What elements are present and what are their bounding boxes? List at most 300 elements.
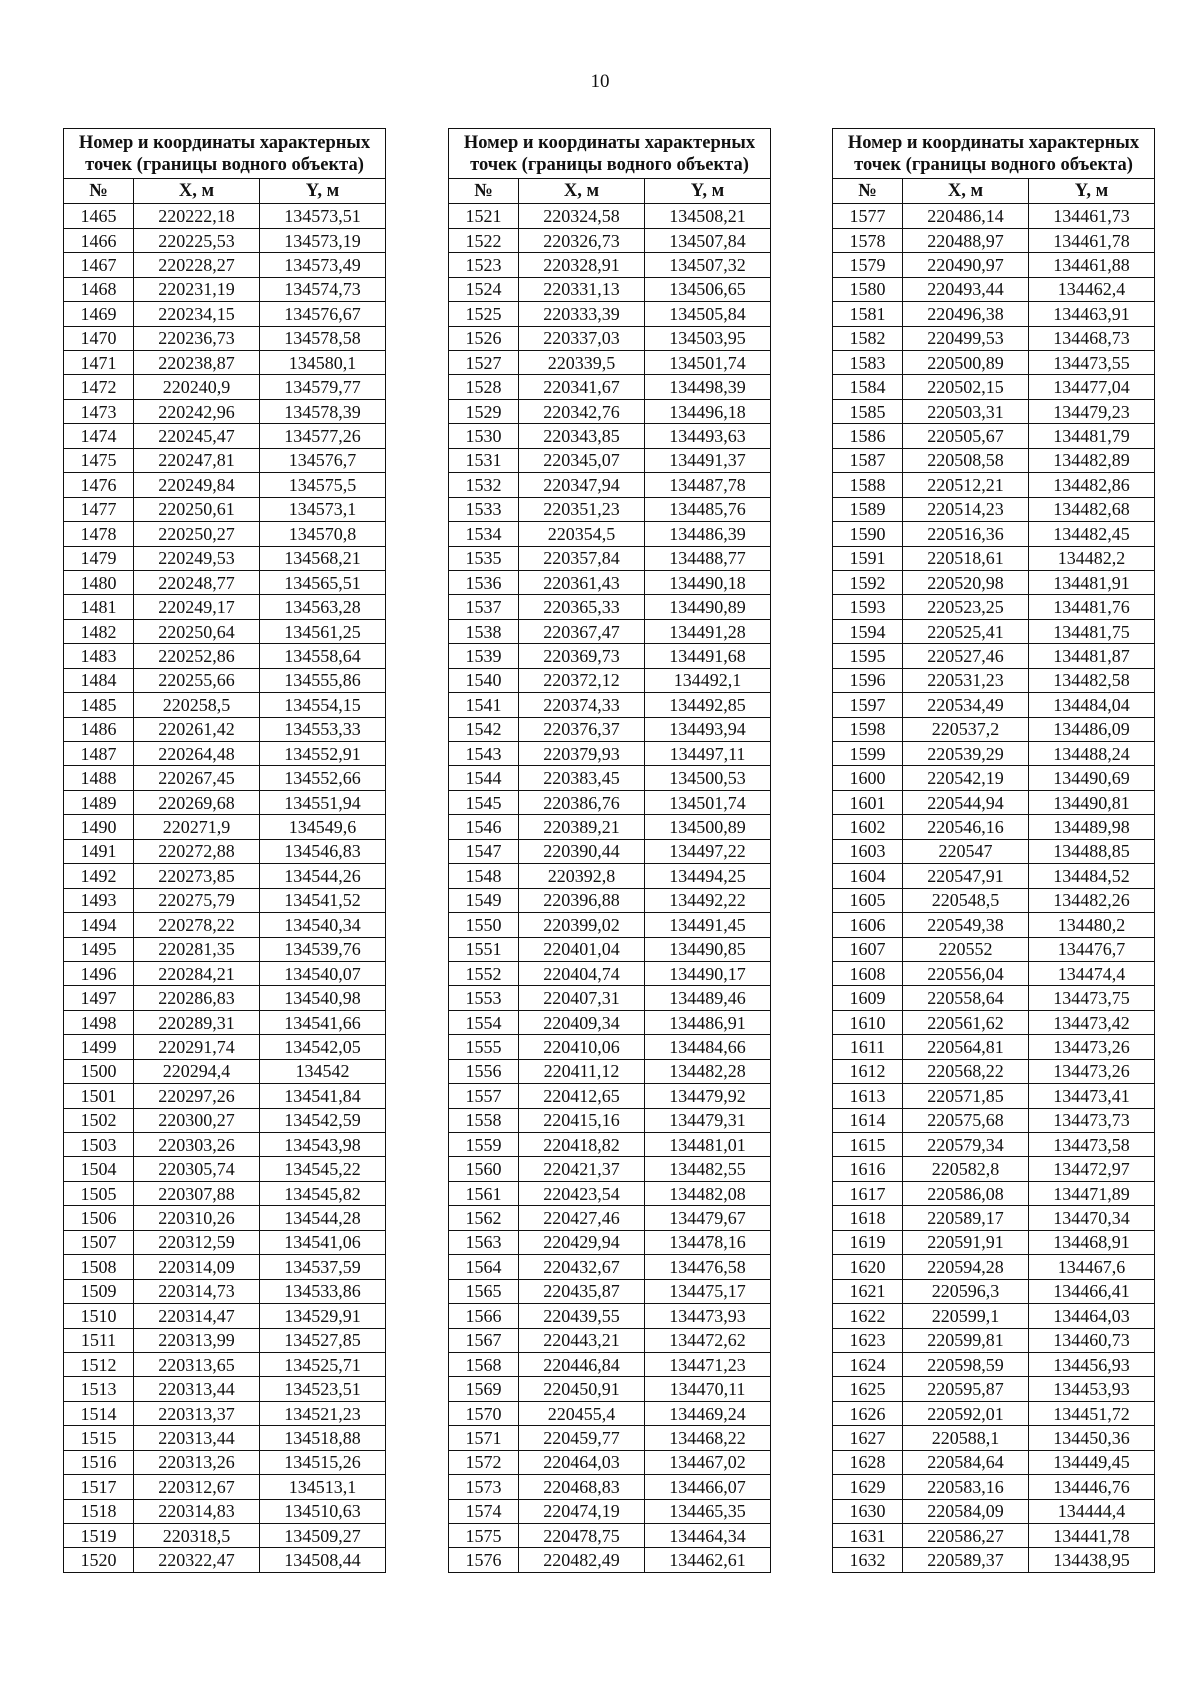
table-row	[449, 399, 771, 423]
point-number-cell: 1545	[449, 790, 519, 814]
table-row	[833, 766, 1155, 790]
point-number-cell: 1518	[64, 1499, 134, 1523]
point-number-cell: 1615	[833, 1133, 903, 1157]
y-coordinate-cell: 134490,85	[645, 937, 771, 961]
table-row	[449, 375, 771, 399]
x-coordinate-cell: 220410,06	[519, 1035, 645, 1059]
x-coordinate-cell: 220307,88	[134, 1181, 260, 1205]
x-coordinate-cell: 220297,26	[134, 1084, 260, 1108]
y-coordinate-cell: 134489,46	[645, 986, 771, 1010]
point-number-cell: 1562	[449, 1206, 519, 1230]
table-row	[64, 742, 386, 766]
table-row	[449, 644, 771, 668]
x-coordinate-cell: 220314,09	[134, 1255, 260, 1279]
x-coordinate-cell: 220313,44	[134, 1426, 260, 1450]
x-coordinate-cell: 220281,35	[134, 937, 260, 961]
y-coordinate-cell: 134480,2	[1029, 913, 1155, 937]
point-number-cell: 1484	[64, 668, 134, 692]
table-row	[449, 570, 771, 594]
x-coordinate-cell: 220583,16	[903, 1475, 1029, 1499]
y-coordinate-cell: 134479,31	[645, 1108, 771, 1132]
y-coordinate-cell: 134450,36	[1029, 1426, 1155, 1450]
y-coordinate-cell: 134451,72	[1029, 1401, 1155, 1425]
table-row	[833, 644, 1155, 668]
x-coordinate-cell: 220390,44	[519, 839, 645, 863]
point-number-cell: 1500	[64, 1059, 134, 1083]
point-number-cell: 1527	[449, 351, 519, 375]
x-coordinate-cell: 220234,15	[134, 302, 260, 326]
x-coordinate-cell: 220322,47	[134, 1548, 260, 1572]
point-number-cell: 1541	[449, 693, 519, 717]
table-row	[64, 326, 386, 350]
point-number-cell: 1506	[64, 1206, 134, 1230]
point-number-cell: 1576	[449, 1548, 519, 1572]
table-row	[64, 497, 386, 521]
point-number-cell: 1570	[449, 1401, 519, 1425]
table-row	[833, 815, 1155, 839]
y-coordinate-cell: 134568,21	[260, 546, 386, 570]
point-number-cell: 1602	[833, 815, 903, 839]
x-coordinate-cell: 220242,96	[134, 399, 260, 423]
y-coordinate-cell: 134441,78	[1029, 1524, 1155, 1548]
x-coordinate-cell: 220240,9	[134, 375, 260, 399]
y-coordinate-cell: 134513,1	[260, 1475, 386, 1499]
x-coordinate-cell: 220589,37	[903, 1548, 1029, 1572]
point-number-cell: 1614	[833, 1108, 903, 1132]
table-row	[449, 839, 771, 863]
y-coordinate-cell: 134481,75	[1029, 619, 1155, 643]
table-row	[449, 1181, 771, 1205]
point-number-cell: 1574	[449, 1499, 519, 1523]
x-coordinate-cell: 220225,53	[134, 228, 260, 252]
y-coordinate-cell: 134473,73	[1029, 1108, 1155, 1132]
y-coordinate-cell: 134509,27	[260, 1524, 386, 1548]
point-number-cell: 1609	[833, 986, 903, 1010]
x-coordinate-cell: 220389,21	[519, 815, 645, 839]
table-row	[833, 1328, 1155, 1352]
table-row	[64, 302, 386, 326]
x-coordinate-cell: 220548,5	[903, 888, 1029, 912]
table-row	[833, 448, 1155, 472]
point-number-cell: 1595	[833, 644, 903, 668]
y-coordinate-cell: 134479,67	[645, 1206, 771, 1230]
table-row	[449, 815, 771, 839]
x-coordinate-cell: 220592,01	[903, 1401, 1029, 1425]
point-number-cell: 1469	[64, 302, 134, 326]
table-row	[64, 668, 386, 692]
x-coordinate-cell: 220542,19	[903, 766, 1029, 790]
table-row	[449, 448, 771, 472]
table-row	[449, 424, 771, 448]
point-number-cell: 1568	[449, 1352, 519, 1376]
point-number-cell: 1581	[833, 302, 903, 326]
y-coordinate-cell: 134543,98	[260, 1133, 386, 1157]
point-number-cell: 1551	[449, 937, 519, 961]
point-number-cell: 1475	[64, 448, 134, 472]
point-number-cell: 1497	[64, 986, 134, 1010]
x-coordinate-cell: 220586,08	[903, 1181, 1029, 1205]
point-number-cell: 1466	[64, 228, 134, 252]
x-coordinate-cell: 220579,34	[903, 1133, 1029, 1157]
point-number-cell: 1547	[449, 839, 519, 863]
table-row	[64, 937, 386, 961]
table-title: Номер и координаты характерных точек (границы водного объекта)	[449, 129, 771, 179]
point-number-cell: 1573	[449, 1475, 519, 1499]
x-coordinate-cell: 220291,74	[134, 1035, 260, 1059]
table-row	[64, 1059, 386, 1083]
point-number-cell: 1539	[449, 644, 519, 668]
table-row	[64, 961, 386, 985]
table-body	[449, 204, 771, 1573]
x-coordinate-cell: 220249,53	[134, 546, 260, 570]
x-coordinate-cell: 220582,8	[903, 1157, 1029, 1181]
table-row	[449, 1010, 771, 1034]
y-coordinate-cell: 134465,35	[645, 1499, 771, 1523]
x-coordinate-cell: 220248,77	[134, 570, 260, 594]
y-coordinate-cell: 134537,59	[260, 1255, 386, 1279]
table-row	[64, 595, 386, 619]
coordinates-table-3	[832, 128, 1155, 1573]
point-number-cell: 1559	[449, 1133, 519, 1157]
point-number-cell: 1566	[449, 1304, 519, 1328]
x-coordinate-cell: 220392,8	[519, 864, 645, 888]
table-row	[833, 1450, 1155, 1474]
table-row	[449, 1255, 771, 1279]
point-number-cell: 1550	[449, 913, 519, 937]
point-number-cell: 1586	[833, 424, 903, 448]
point-number-cell: 1502	[64, 1108, 134, 1132]
x-coordinate-cell: 220552	[903, 937, 1029, 961]
point-number-cell: 1487	[64, 742, 134, 766]
x-coordinate-cell: 220599,1	[903, 1304, 1029, 1328]
table-row	[449, 1426, 771, 1450]
point-number-cell: 1480	[64, 570, 134, 594]
y-coordinate-cell: 134466,41	[1029, 1279, 1155, 1303]
y-coordinate-cell: 134456,93	[1029, 1352, 1155, 1376]
table-row	[449, 619, 771, 643]
y-coordinate-cell: 134493,63	[645, 424, 771, 448]
y-coordinate-cell: 134484,04	[1029, 693, 1155, 717]
point-number-cell: 1493	[64, 888, 134, 912]
x-coordinate-cell: 220520,98	[903, 570, 1029, 594]
point-number-cell: 1531	[449, 448, 519, 472]
x-coordinate-cell: 220343,85	[519, 424, 645, 448]
table-row	[833, 864, 1155, 888]
table-row	[64, 717, 386, 741]
x-coordinate-cell: 220314,73	[134, 1279, 260, 1303]
page-number: 10	[590, 71, 610, 92]
point-number-cell: 1569	[449, 1377, 519, 1401]
x-coordinate-cell: 220331,13	[519, 277, 645, 301]
x-coordinate-cell: 220435,87	[519, 1279, 645, 1303]
x-coordinate-cell: 220596,3	[903, 1279, 1029, 1303]
point-number-cell: 1524	[449, 277, 519, 301]
table-row	[833, 1524, 1155, 1548]
y-coordinate-cell: 134473,75	[1029, 986, 1155, 1010]
x-coordinate-cell: 220312,67	[134, 1475, 260, 1499]
point-number-cell: 1536	[449, 570, 519, 594]
point-number-cell: 1489	[64, 790, 134, 814]
x-coordinate-cell: 220369,73	[519, 644, 645, 668]
y-coordinate-cell: 134486,91	[645, 1010, 771, 1034]
table-row	[64, 619, 386, 643]
point-number-cell: 1601	[833, 790, 903, 814]
point-number-cell: 1465	[64, 204, 134, 228]
point-number-cell: 1598	[833, 717, 903, 741]
table-row	[64, 1157, 386, 1181]
y-coordinate-cell: 134542,59	[260, 1108, 386, 1132]
point-number-cell: 1503	[64, 1133, 134, 1157]
y-coordinate-cell: 134488,85	[1029, 839, 1155, 863]
table-row	[833, 1548, 1155, 1572]
point-number-cell: 1508	[64, 1255, 134, 1279]
table-row	[833, 253, 1155, 277]
point-number-cell: 1479	[64, 546, 134, 570]
y-coordinate-cell: 134470,11	[645, 1377, 771, 1401]
table-row	[833, 351, 1155, 375]
point-number-cell: 1577	[833, 204, 903, 228]
y-coordinate-cell: 134489,98	[1029, 815, 1155, 839]
x-coordinate-cell: 220401,04	[519, 937, 645, 961]
point-number-cell: 1494	[64, 913, 134, 937]
table-row	[833, 399, 1155, 423]
table-row	[833, 1304, 1155, 1328]
table-row	[833, 1181, 1155, 1205]
y-coordinate-cell: 134484,52	[1029, 864, 1155, 888]
table-row	[449, 790, 771, 814]
column-header-x: X, м	[519, 179, 645, 204]
point-number-cell: 1548	[449, 864, 519, 888]
y-coordinate-cell: 134576,67	[260, 302, 386, 326]
x-coordinate-cell: 220598,59	[903, 1352, 1029, 1376]
table-row	[64, 1035, 386, 1059]
x-coordinate-cell: 220429,94	[519, 1230, 645, 1254]
x-coordinate-cell: 220250,61	[134, 497, 260, 521]
y-coordinate-cell: 134488,77	[645, 546, 771, 570]
y-coordinate-cell: 134491,37	[645, 448, 771, 472]
point-number-cell: 1629	[833, 1475, 903, 1499]
table-row	[833, 839, 1155, 863]
y-coordinate-cell: 134492,22	[645, 888, 771, 912]
x-coordinate-cell: 220249,84	[134, 473, 260, 497]
x-coordinate-cell: 220250,64	[134, 619, 260, 643]
column-header-x: X, м	[903, 179, 1029, 204]
y-coordinate-cell: 134487,78	[645, 473, 771, 497]
column-header-number: №	[833, 179, 903, 204]
y-coordinate-cell: 134497,11	[645, 742, 771, 766]
y-coordinate-cell: 134541,84	[260, 1084, 386, 1108]
table-row	[64, 1426, 386, 1450]
table-row	[64, 204, 386, 228]
coordinates-table-1	[63, 128, 386, 1573]
table-row	[64, 1401, 386, 1425]
y-coordinate-cell: 134529,91	[260, 1304, 386, 1328]
x-coordinate-cell: 220313,37	[134, 1401, 260, 1425]
table-row	[449, 864, 771, 888]
y-coordinate-cell: 134565,51	[260, 570, 386, 594]
point-number-cell: 1535	[449, 546, 519, 570]
y-coordinate-cell: 134477,04	[1029, 375, 1155, 399]
x-coordinate-cell: 220516,36	[903, 522, 1029, 546]
table-body	[833, 204, 1155, 1573]
y-coordinate-cell: 134493,94	[645, 717, 771, 741]
table-row	[833, 986, 1155, 1010]
table-row	[64, 1279, 386, 1303]
point-number-cell: 1587	[833, 448, 903, 472]
y-coordinate-cell: 134540,98	[260, 986, 386, 1010]
point-number-cell: 1632	[833, 1548, 903, 1572]
y-coordinate-cell: 134540,07	[260, 961, 386, 985]
point-number-cell: 1567	[449, 1328, 519, 1352]
table-row	[833, 1426, 1155, 1450]
table-row	[833, 302, 1155, 326]
table-row	[833, 1475, 1155, 1499]
table-row	[833, 595, 1155, 619]
point-number-cell: 1499	[64, 1035, 134, 1059]
x-coordinate-cell: 220432,67	[519, 1255, 645, 1279]
x-coordinate-cell: 220379,93	[519, 742, 645, 766]
y-coordinate-cell: 134549,6	[260, 815, 386, 839]
table-row	[64, 888, 386, 912]
table-row	[449, 277, 771, 301]
table-row	[833, 473, 1155, 497]
x-coordinate-cell: 220289,31	[134, 1010, 260, 1034]
table-row	[449, 1206, 771, 1230]
point-number-cell: 1538	[449, 619, 519, 643]
x-coordinate-cell: 220575,68	[903, 1108, 1029, 1132]
y-coordinate-cell: 134473,26	[1029, 1059, 1155, 1083]
x-coordinate-cell: 220411,12	[519, 1059, 645, 1083]
y-coordinate-cell: 134486,39	[645, 522, 771, 546]
y-coordinate-cell: 134546,83	[260, 839, 386, 863]
point-number-cell: 1557	[449, 1084, 519, 1108]
x-coordinate-cell: 220595,87	[903, 1377, 1029, 1401]
point-number-cell: 1507	[64, 1230, 134, 1254]
y-coordinate-cell: 134468,73	[1029, 326, 1155, 350]
y-coordinate-cell: 134498,39	[645, 375, 771, 399]
x-coordinate-cell: 220326,73	[519, 228, 645, 252]
table-row	[64, 399, 386, 423]
y-coordinate-cell: 134468,22	[645, 1426, 771, 1450]
table-row	[833, 1157, 1155, 1181]
x-coordinate-cell: 220303,26	[134, 1133, 260, 1157]
y-coordinate-cell: 134542,05	[260, 1035, 386, 1059]
y-coordinate-cell: 134501,74	[645, 351, 771, 375]
x-coordinate-cell: 220459,77	[519, 1426, 645, 1450]
x-coordinate-cell: 220351,23	[519, 497, 645, 521]
x-coordinate-cell: 220499,53	[903, 326, 1029, 350]
y-coordinate-cell: 134481,91	[1029, 570, 1155, 594]
table-row	[449, 1499, 771, 1523]
table-row	[833, 546, 1155, 570]
y-coordinate-cell: 134478,16	[645, 1230, 771, 1254]
table-row	[64, 522, 386, 546]
table-row	[449, 522, 771, 546]
x-coordinate-cell: 220464,03	[519, 1450, 645, 1474]
x-coordinate-cell: 220561,62	[903, 1010, 1029, 1034]
point-number-cell: 1528	[449, 375, 519, 399]
table-row	[833, 1377, 1155, 1401]
x-coordinate-cell: 220249,17	[134, 595, 260, 619]
table-row	[64, 1450, 386, 1474]
y-coordinate-cell: 134576,7	[260, 448, 386, 472]
x-coordinate-cell: 220313,44	[134, 1377, 260, 1401]
y-coordinate-cell: 134541,66	[260, 1010, 386, 1034]
point-number-cell: 1617	[833, 1181, 903, 1205]
y-coordinate-cell: 134490,18	[645, 570, 771, 594]
point-number-cell: 1588	[833, 473, 903, 497]
y-coordinate-cell: 134527,85	[260, 1328, 386, 1352]
point-number-cell: 1534	[449, 522, 519, 546]
table-row	[833, 1206, 1155, 1230]
x-coordinate-cell: 220534,49	[903, 693, 1029, 717]
point-number-cell: 1510	[64, 1304, 134, 1328]
y-coordinate-cell: 134482,58	[1029, 668, 1155, 692]
x-coordinate-cell: 220245,47	[134, 424, 260, 448]
table-row	[449, 693, 771, 717]
point-number-cell: 1596	[833, 668, 903, 692]
point-number-cell: 1575	[449, 1524, 519, 1548]
point-number-cell: 1594	[833, 619, 903, 643]
point-number-cell: 1513	[64, 1377, 134, 1401]
point-number-cell: 1478	[64, 522, 134, 546]
y-coordinate-cell: 134505,84	[645, 302, 771, 326]
table-row	[449, 1108, 771, 1132]
column-header-y: Y, м	[1029, 179, 1155, 204]
x-coordinate-cell: 220261,42	[134, 717, 260, 741]
y-coordinate-cell: 134444,4	[1029, 1499, 1155, 1523]
y-coordinate-cell: 134464,03	[1029, 1304, 1155, 1328]
x-coordinate-cell: 220305,74	[134, 1157, 260, 1181]
x-coordinate-cell: 220446,84	[519, 1352, 645, 1376]
table-row	[64, 766, 386, 790]
point-number-cell: 1473	[64, 399, 134, 423]
y-coordinate-cell: 134482,68	[1029, 497, 1155, 521]
table-row	[64, 546, 386, 570]
y-coordinate-cell: 134482,45	[1029, 522, 1155, 546]
x-coordinate-cell: 220324,58	[519, 204, 645, 228]
x-coordinate-cell: 220313,26	[134, 1450, 260, 1474]
y-coordinate-cell: 134507,32	[645, 253, 771, 277]
x-coordinate-cell: 220443,21	[519, 1328, 645, 1352]
point-number-cell: 1483	[64, 644, 134, 668]
y-coordinate-cell: 134482,89	[1029, 448, 1155, 472]
y-coordinate-cell: 134553,33	[260, 717, 386, 741]
y-coordinate-cell: 134473,42	[1029, 1010, 1155, 1034]
x-coordinate-cell: 220347,94	[519, 473, 645, 497]
y-coordinate-cell: 134503,95	[645, 326, 771, 350]
x-coordinate-cell: 220547	[903, 839, 1029, 863]
x-coordinate-cell: 220258,5	[134, 693, 260, 717]
x-coordinate-cell: 220339,5	[519, 351, 645, 375]
point-number-cell: 1525	[449, 302, 519, 326]
x-coordinate-cell: 220314,83	[134, 1499, 260, 1523]
y-coordinate-cell: 134491,68	[645, 644, 771, 668]
table-row	[833, 790, 1155, 814]
x-coordinate-cell: 220523,25	[903, 595, 1029, 619]
table-row	[449, 253, 771, 277]
table-row	[64, 864, 386, 888]
y-coordinate-cell: 134438,95	[1029, 1548, 1155, 1572]
point-number-cell: 1592	[833, 570, 903, 594]
point-number-cell: 1572	[449, 1450, 519, 1474]
table-row	[833, 1499, 1155, 1523]
x-coordinate-cell: 220286,83	[134, 986, 260, 1010]
point-number-cell: 1585	[833, 399, 903, 423]
table-row	[833, 717, 1155, 741]
y-coordinate-cell: 134488,24	[1029, 742, 1155, 766]
y-coordinate-cell: 134479,23	[1029, 399, 1155, 423]
